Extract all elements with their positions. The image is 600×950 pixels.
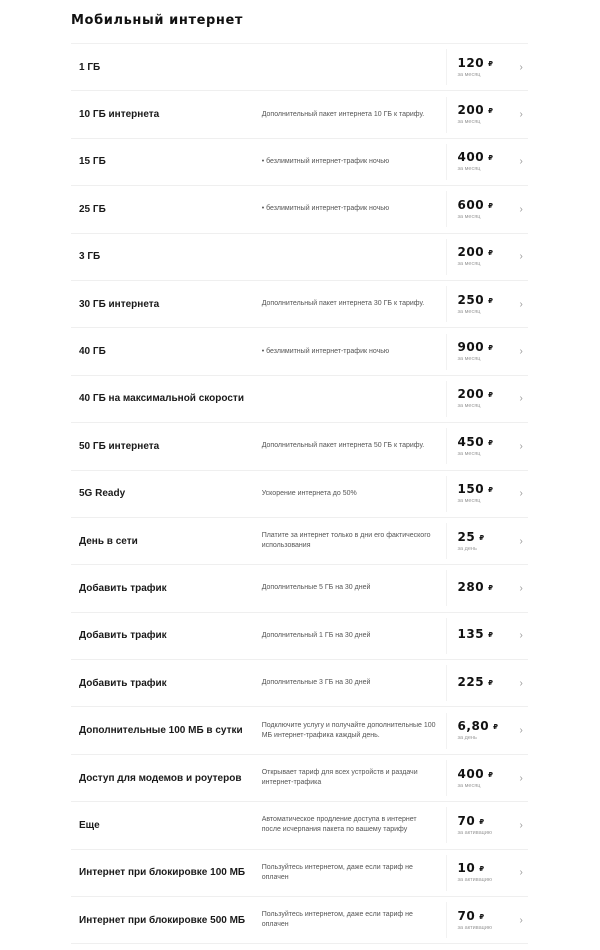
price-period: за месяц	[457, 308, 481, 315]
service-row[interactable]	[71, 91, 528, 138]
service-price	[446, 855, 509, 891]
ruble-icon: ₽	[488, 249, 494, 258]
chevron-right-icon[interactable]: ›	[519, 109, 523, 121]
ruble-icon: ₽	[488, 583, 494, 592]
chevron-right-icon[interactable]: ›	[519, 488, 523, 500]
service-name: Интернет при блокировке 500 МБ	[79, 914, 246, 926]
price-amount	[458, 104, 509, 118]
service-price	[446, 665, 509, 701]
service-description: Дополнительный пакет интернета 30 ГБ к тарифу.	[261, 300, 425, 308]
service-description: • безлимитный интернет-трафик ночью	[261, 205, 390, 213]
service-name: Дополнительные 100 МБ в сутки	[79, 725, 243, 737]
service-name: 25 ГБ	[79, 203, 106, 215]
price-amount	[458, 720, 509, 734]
price-period: за день	[457, 735, 477, 742]
service-row[interactable]	[71, 613, 528, 660]
service-name: 50 ГБ интернета	[79, 440, 160, 452]
services-list	[71, 43, 528, 944]
chevron-right-icon[interactable]: ›	[519, 677, 523, 689]
ruble-icon: ₽	[479, 865, 485, 874]
price-amount	[458, 581, 509, 595]
chevron-right-icon[interactable]: ›	[519, 819, 523, 831]
ruble-icon: ₽	[488, 631, 494, 640]
price-amount	[458, 246, 509, 260]
service-description: Пользуйтесь интернетом, даже если тариф не оплачен	[261, 863, 413, 881]
price-period: за месяц	[457, 119, 481, 126]
service-row[interactable]	[71, 471, 528, 518]
chevron-right-icon[interactable]: ›	[519, 582, 523, 594]
service-price	[446, 286, 509, 322]
service-name: 15 ГБ	[79, 156, 106, 168]
service-name: День в сети	[79, 535, 138, 547]
price-value: 200	[457, 387, 485, 402]
service-row[interactable]	[71, 44, 528, 91]
service-row[interactable]	[71, 707, 528, 754]
service-row[interactable]	[71, 755, 528, 802]
service-price	[446, 191, 509, 227]
price-amount	[458, 862, 509, 876]
price-amount	[458, 815, 509, 829]
price-value: 200	[457, 103, 485, 118]
ruble-icon: ₽	[493, 723, 499, 732]
price-value: 200	[457, 245, 485, 260]
ruble-icon: ₽	[488, 59, 494, 68]
service-price	[446, 902, 509, 938]
price-period: за месяц	[457, 450, 481, 457]
price-amount	[458, 151, 509, 165]
service-price	[446, 713, 509, 749]
price-value: 25	[457, 529, 476, 544]
price-period: за день	[457, 545, 477, 552]
service-price	[446, 49, 509, 85]
service-price	[446, 570, 509, 606]
price-period: за месяц	[457, 213, 481, 220]
service-row[interactable]	[71, 897, 528, 944]
price-value: 225	[457, 674, 485, 689]
service-price	[446, 97, 509, 133]
service-name: Добавить трафик	[79, 677, 167, 689]
price-value: 600	[457, 197, 485, 212]
service-name: 10 ГБ интернета	[79, 109, 160, 121]
service-description: Дополнительный 1 ГБ на 30 дней	[261, 631, 371, 639]
service-description: Открывает тариф для всех устройств и раздачи интернет-трафика	[261, 769, 418, 787]
service-row[interactable]	[71, 660, 528, 707]
ruble-icon: ₽	[479, 912, 485, 921]
ruble-icon: ₽	[488, 107, 494, 116]
service-row[interactable]	[71, 139, 528, 186]
chevron-right-icon[interactable]: ›	[519, 772, 523, 784]
chevron-right-icon[interactable]: ›	[519, 440, 523, 452]
ruble-icon: ₽	[479, 533, 485, 542]
ruble-icon: ₽	[488, 296, 494, 305]
chevron-right-icon[interactable]: ›	[519, 630, 523, 642]
service-description: Дополнительный пакет интернета 50 ГБ к тарифу.	[261, 442, 425, 450]
service-name: 1 ГБ	[79, 61, 101, 73]
service-price	[446, 334, 509, 370]
service-price	[446, 381, 509, 417]
service-name: 30 ГБ интернета	[79, 298, 160, 310]
price-value: 250	[457, 292, 485, 307]
price-value: 70	[457, 813, 476, 828]
chevron-right-icon[interactable]: ›	[519, 867, 523, 879]
chevron-right-icon[interactable]: ›	[519, 298, 523, 310]
service-description: Автоматическое продление доступа в интернет после исчерпания пакета по вашему тарифу	[261, 816, 417, 834]
service-price	[446, 760, 509, 796]
page-title: Мобильный интернет	[71, 13, 244, 28]
price-amount	[458, 436, 509, 450]
price-period: за месяц	[457, 782, 481, 789]
ruble-icon: ₽	[488, 678, 494, 687]
service-row[interactable]	[71, 518, 528, 565]
price-period: за месяц	[457, 403, 481, 410]
price-period: за активацию	[457, 829, 493, 836]
price-amount	[458, 388, 509, 402]
price-period: за месяц	[457, 71, 481, 78]
ruble-icon: ₽	[488, 391, 494, 400]
price-amount	[458, 768, 509, 782]
chevron-right-icon[interactable]: ›	[519, 346, 523, 358]
ruble-icon: ₽	[488, 201, 494, 210]
ruble-icon: ₽	[488, 486, 494, 495]
service-row[interactable]	[71, 423, 528, 470]
price-period: за месяц	[457, 498, 481, 505]
service-name: 40 ГБ	[79, 346, 106, 358]
price-amount	[458, 628, 509, 642]
chevron-right-icon[interactable]: ›	[519, 725, 523, 737]
price-amount	[458, 531, 509, 545]
service-price	[446, 428, 509, 464]
service-row[interactable]	[71, 328, 528, 375]
service-row[interactable]	[71, 234, 528, 281]
chevron-right-icon[interactable]: ›	[519, 393, 523, 405]
ruble-icon: ₽	[479, 817, 485, 826]
chevron-right-icon[interactable]: ›	[519, 156, 523, 168]
price-amount	[458, 199, 509, 213]
service-row[interactable]	[71, 850, 528, 897]
service-description: Дополнительный пакет интернета 10 ГБ к тарифу.	[261, 110, 425, 118]
chevron-right-icon[interactable]: ›	[519, 61, 523, 73]
price-amount	[458, 57, 509, 71]
service-price	[446, 807, 509, 843]
price-value: 10	[457, 861, 476, 876]
service-description: • безлимитный интернет-трафик ночью	[261, 347, 390, 355]
price-amount	[458, 341, 509, 355]
service-price	[446, 476, 509, 512]
price-value: 900	[457, 340, 485, 355]
price-value: 120	[457, 55, 485, 70]
service-description: Пользуйтесь интернетом, даже если тариф не оплачен	[261, 911, 413, 929]
price-amount	[458, 483, 509, 497]
chevron-right-icon[interactable]: ›	[519, 535, 523, 547]
service-description: Дополнительные 3 ГБ на 30 дней	[261, 679, 371, 687]
service-description: Подключите услугу и получайте дополнительные 100 МБ интернет-трафика каждый день.	[261, 721, 436, 739]
service-name: Еще	[79, 819, 100, 831]
price-value: 400	[457, 150, 485, 165]
service-name: 5G Ready	[79, 488, 126, 500]
ruble-icon: ₽	[488, 770, 494, 779]
price-period: за активацию	[457, 877, 493, 884]
service-row[interactable]	[71, 186, 528, 233]
service-description: Дополнительные 5 ГБ на 30 дней	[261, 584, 371, 592]
service-row[interactable]	[71, 281, 528, 328]
chevron-right-icon[interactable]: ›	[519, 203, 523, 215]
service-name: 3 ГБ	[79, 251, 101, 263]
service-name: Добавить трафик	[79, 630, 167, 642]
service-price	[446, 144, 509, 180]
service-name: Доступ для модемов и роутеров	[79, 772, 242, 784]
price-period: за активацию	[457, 924, 493, 931]
ruble-icon: ₽	[488, 154, 494, 163]
ruble-icon: ₽	[488, 344, 494, 353]
price-period: за месяц	[457, 261, 481, 268]
ruble-icon: ₽	[488, 438, 494, 447]
price-value: 400	[457, 766, 485, 781]
service-description: Ускорение интернета до 50%	[261, 489, 357, 497]
price-value: 70	[457, 908, 476, 923]
service-row[interactable]	[71, 802, 528, 849]
service-name: Добавить трафик	[79, 582, 167, 594]
price-period: за месяц	[457, 356, 481, 363]
price-amount	[458, 294, 509, 308]
price-period: за месяц	[457, 166, 481, 173]
service-name: Интернет при блокировке 100 МБ	[79, 867, 246, 879]
service-price	[446, 239, 509, 275]
price-value: 6,80	[457, 719, 490, 734]
service-price	[446, 523, 509, 559]
price-amount	[458, 910, 509, 924]
service-price	[446, 618, 509, 654]
price-amount	[458, 676, 509, 690]
service-description: Платите за интернет только в дни его фактического использования	[261, 532, 431, 550]
service-row[interactable]	[71, 376, 528, 423]
service-name: 40 ГБ на максимальной скорости	[79, 393, 244, 405]
price-value: 135	[457, 627, 485, 642]
chevron-right-icon[interactable]: ›	[519, 914, 523, 926]
chevron-right-icon[interactable]: ›	[519, 251, 523, 263]
service-row[interactable]	[71, 565, 528, 612]
price-value: 150	[457, 482, 485, 497]
price-value: 280	[457, 579, 485, 594]
service-description: • безлимитный интернет-трафик ночью	[261, 157, 390, 165]
price-value: 450	[457, 434, 485, 449]
